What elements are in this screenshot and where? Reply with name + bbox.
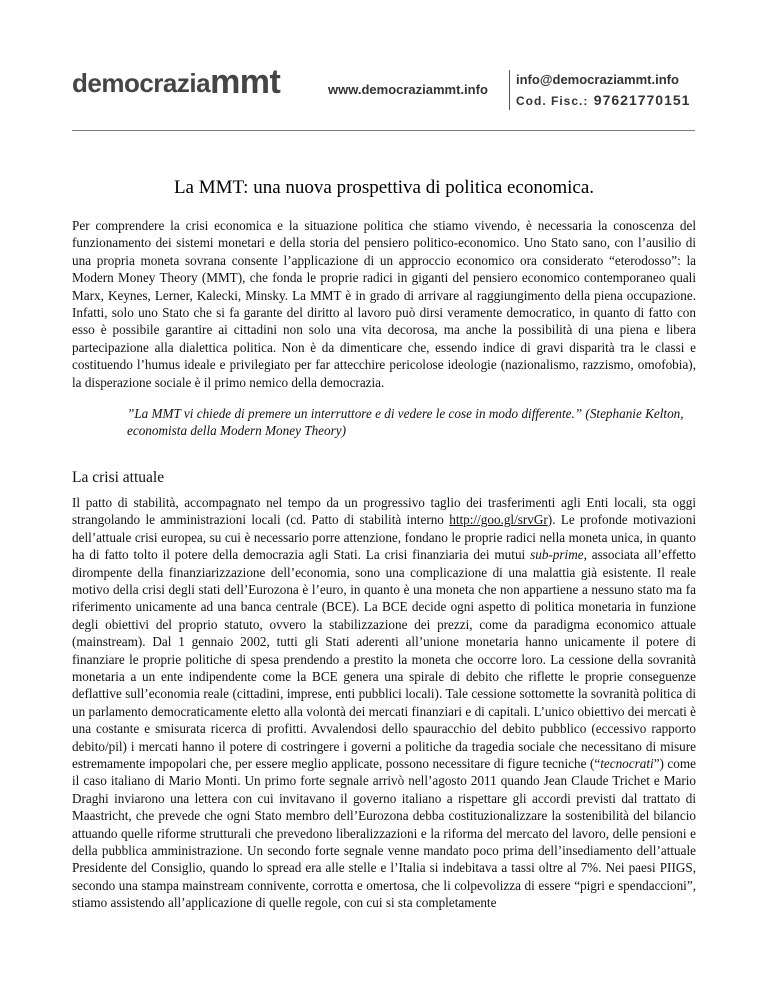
website-text: www.democraziammt.info bbox=[328, 82, 488, 97]
tecnocrati-term: tecnocrati bbox=[600, 755, 654, 771]
tax-code-label: Cod. Fisc.: bbox=[516, 94, 589, 108]
section-text-mid: ). Le profonde motivazioni dell’attuale crisi europea, su cui è necessario porre attenzione, fondano le proprie radici nella moneta unica, in quanto ha di fatto tolto il potere della democrazia agli Stati. La crisi finanziaria dei mutui bbox=[72, 512, 696, 563]
section-paragraph bbox=[72, 494, 696, 912]
quote-block bbox=[127, 405, 687, 440]
quote-attribution: (Stephanie Kelton, economista della Modern Money Theory) bbox=[127, 406, 684, 439]
header-divider bbox=[509, 70, 510, 110]
section-heading: La crisi attuale bbox=[72, 468, 165, 486]
section-text-rest: , associata all’effetto dirompente della finanziarizzazione dell’economia, sono una complicazione di una malattia già esistente. Il reale motivo della crisi degli stati dell’Eurozona è l’euro, in quanto è una moneta che non appartiene a nessuno stato ma fa riferimento unicamente ad una banca centrale (BCE). La BCE decide ogni aspetto di politica monetaria in funzione degli obiettivi del proprio statuto, ovvero la stabilizzazione dei prezzi, come da paradigma economico attuale (mainstream). Dal 1 gennaio 2002, tutti gli Stati aderenti all’unione monetaria hanno unicamente il potere di finanziare le proprie politiche di spesa prendendo a prestito la moneta che occorre loro. La cessione della sovranità monetaria a un ente indipendente come la BCE genera una spirale di debito che riflette le proprie conseguenze deflattive sull’economia reale (cittadini, imprese, enti pubblici locali). Tale cessione sottomette la sovranità politica di un parlamento democraticamente eletto alla volontà dei mercati finanziari e di capitali. L’unico obiettivo dei mercati è una costante e smisurata ricerca di profitti. Avvalendosi dello spauracchio del debito pubblico (eccessivo rapporto debito/pil) i mercati hanno il potere di costringere i governi a politiche da tragedia sociale che necessitano di misure estremamente impopolari che, per essere meglio applicate, possono necessitare di figure tecniche (“ bbox=[72, 547, 696, 771]
stability-pact-link[interactable]: http://goo.gl/srvGr bbox=[449, 512, 548, 528]
tax-code bbox=[516, 92, 690, 110]
email-text: info@democraziammt.info bbox=[516, 72, 679, 87]
article-title: La MMT: una nuova prospettiva di politica economica. bbox=[173, 177, 595, 198]
section-text-end: ”) come il caso italiano di Mario Monti. Un primo forte segnale arrivò nell’agosto 2011 quando Jean Claude Trichet e Mario Draghi inviarono una lettera con cui invitavano il governo italiano a rispettare gli accordi previsti dal trattato di Maastricht, che prevede che ogni Stato membro dell’Eurozona debba costituzionalizzare la sostenibilità del bilancio attuando quelle riforme strutturali che prevedono liberalizzazioni e la riforma del mercato del lavoro, delle pensioni e della pubblica amministrazione. Un secondo forte segnale venne mandato poco prima dell’insediamento dell’attuale Presidente del Consiglio, quando lo spread era alle stelle e l’Italia si indebitava a tassi oltre al 7%. Nei paesi PIIGS, secondo una stampa mainstream connivente, corrotta e omertosa, che li colpevolizza di essere “pigri e spendaccioni”, stiamo assistendo all’applicazione di quelle regole, con cui si sta completamente bbox=[72, 755, 696, 911]
subprime-term: sub-prime bbox=[530, 547, 584, 563]
header-rule bbox=[72, 130, 695, 131]
section-text-start: Il patto di stabilità, accompagnato nel tempo da un progressivo taglio dei trasferimenti agli Enti locali, sta oggi strangolando le amministrazioni locali (cd. Patto di stabilità interno bbox=[72, 494, 696, 528]
article bbox=[72, 176, 696, 912]
letterhead bbox=[72, 60, 696, 112]
tax-code-value: 97621770151 bbox=[593, 92, 691, 108]
logo-text-democrazia: democrazia bbox=[72, 68, 211, 98]
intro-paragraph: Per comprendere la crisi economica e la situazione politica che stiamo vivendo, è necessaria la conoscenza del funzionamento dei sistemi monetari e della storia del pensiero politico-economico. Uno Stato sano, con l’ausilio di una propria moneta sovrana consente l’applicazione di un approccio economico ora considerato “eterodosso”: la Modern Money Theory (MMT), che fonda le proprie radici in giganti del pensiero economico contemporaneo quali Marx, Keynes, Lerner, Kalecki, Minsky. La MMT è in grado di arrivare al raggiungimento della piena occupazione. Infatti, solo uno Stato che si fa garante del diritto al lavoro può dirsi veramente democratico, in quanto di fatto con esso è possibile garantire ai cittadini non solo una vita decorosa, ma anche la possibilità di una piena e libera partecipazione alla dialettica politica. Non è da dimenticare che, essendo indice di gravi disparità tra le classi e costituendo l’humus ideale e privilegiato per far attecchire pericolose ideologie (nazionalismo, razzismo, omofobia), la disperazione sociale è il primo nemico della democrazia. bbox=[72, 218, 696, 390]
quote-text: ”La MMT vi chiede di premere un interruttore e di vedere le cose in modo differente.” bbox=[127, 406, 583, 422]
logo-text-mmt: mmt bbox=[210, 63, 281, 101]
logo bbox=[72, 62, 280, 101]
